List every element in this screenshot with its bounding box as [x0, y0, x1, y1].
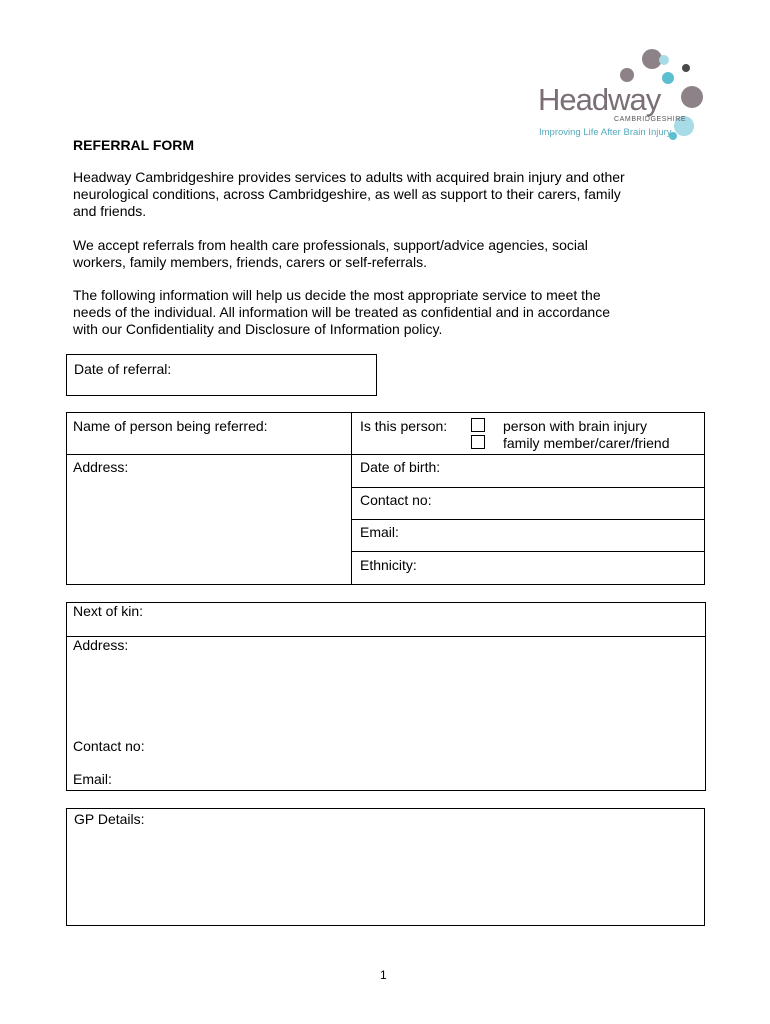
logo-dot	[642, 49, 662, 69]
info-paragraph	[73, 287, 713, 338]
page-number: 1	[380, 968, 387, 982]
referrals-line: We accept referrals from health care professionals, support/advice agencies, social	[73, 237, 588, 253]
table-divider	[351, 487, 705, 488]
gp-details-field[interactable]	[66, 808, 705, 926]
logo-name: Headway	[538, 82, 661, 117]
info-line: The following information will help us decide the most appropriate service to meet the	[73, 287, 601, 303]
table-divider	[351, 412, 352, 585]
intro-line: neurological conditions, across Cambridgeshire, as well as support to their carers, family	[73, 186, 621, 202]
next-of-kin-label: Next of kin:	[73, 603, 144, 619]
next-of-kin-table	[66, 602, 706, 791]
date-of-referral-field[interactable]	[66, 354, 377, 396]
intro-paragraph	[73, 169, 713, 220]
nok-contact-no-label: Contact no:	[73, 738, 145, 754]
table-divider	[66, 454, 705, 455]
ethnicity-label: Ethnicity:	[360, 557, 417, 573]
family-carer-option-label: family member/carer/friend	[503, 435, 670, 451]
logo-tagline: Improving Life After Brain Injury	[539, 127, 672, 138]
is-this-person-label: Is this person:	[360, 418, 448, 434]
nok-email-label: Email:	[73, 771, 112, 787]
date-of-birth-label: Date of birth:	[360, 459, 441, 475]
headway-logo	[530, 40, 720, 145]
name-referred-label: Name of person being referred:	[73, 418, 268, 434]
logo-dot	[659, 55, 669, 65]
brain-injury-checkbox[interactable]	[471, 418, 485, 432]
nok-address-label: Address:	[73, 637, 129, 653]
logo-dot	[620, 68, 634, 82]
info-line: with our Confidentiality and Disclosure of Information policy.	[73, 321, 443, 337]
address-label: Address:	[73, 459, 129, 475]
form-title: REFERRAL FORM	[73, 137, 195, 153]
brain-injury-option-label: person with brain injury	[503, 418, 647, 434]
email-label: Email:	[360, 524, 399, 540]
intro-line: and friends.	[73, 203, 147, 219]
logo-subtitle: CAMBRIDGESHIRE	[614, 116, 687, 123]
contact-no-label: Contact no:	[360, 492, 432, 508]
referrals-paragraph	[73, 237, 713, 271]
logo-dot	[682, 64, 690, 72]
family-carer-checkbox[interactable]	[471, 435, 485, 449]
logo-dot	[662, 72, 674, 84]
table-divider	[66, 636, 706, 637]
intro-line: Headway Cambridgeshire provides services to adults with acquired brain injury and other	[73, 169, 625, 185]
info-line: needs of the individual. All information will be treated as confidential and in accordance	[73, 304, 610, 320]
logo-dot	[681, 86, 703, 108]
table-divider	[351, 519, 705, 520]
table-divider	[351, 551, 705, 552]
gp-details-label: GP Details:	[74, 811, 145, 827]
date-of-referral-label: Date of referral:	[74, 361, 172, 377]
referrals-line: workers, family members, friends, carers or self-referrals.	[73, 254, 427, 270]
